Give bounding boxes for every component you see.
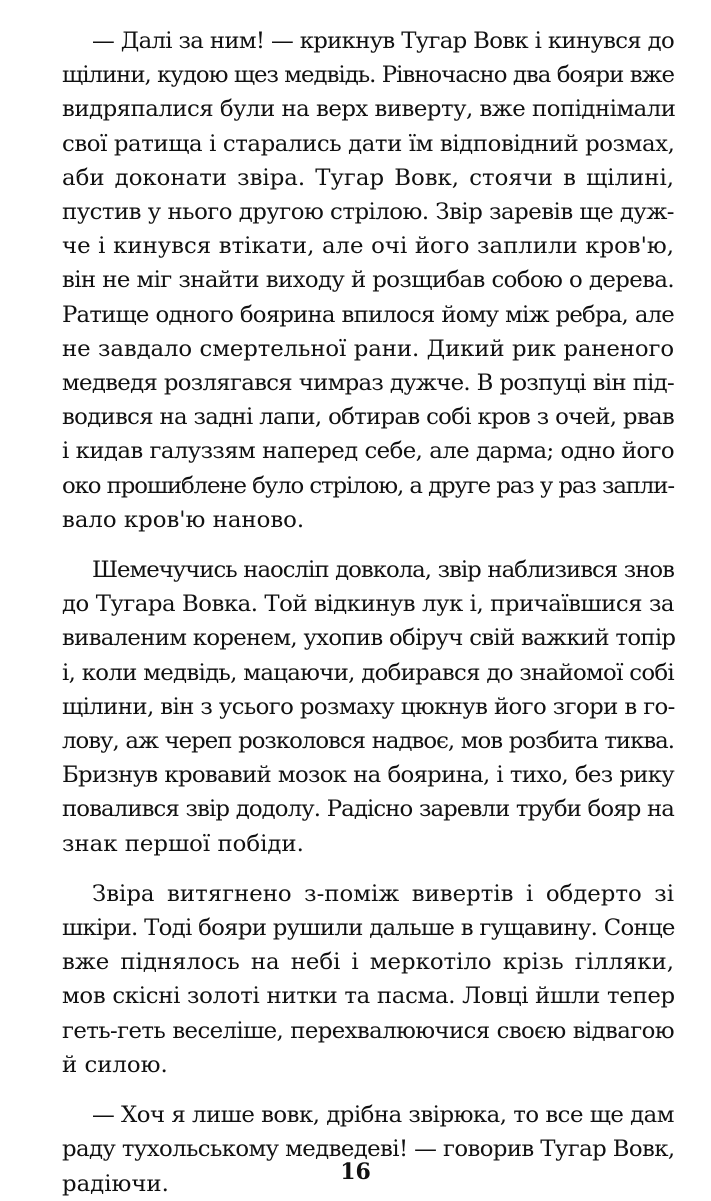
text-line: й силою. (62, 1051, 168, 1078)
text-line: Ратище одного боярина впилося йому між ребра, але (62, 301, 674, 328)
page-number: 16 (340, 1159, 371, 1185)
text-line: і кидав галуззям наперед себе, але дарма; одно його (62, 438, 674, 465)
text-line: — Далі за ним! — крикнув Тугар Вовк і кинувся до (92, 28, 674, 54)
text-line: щілини, кудою щез медвідь. Рівночасно два бояри вже (62, 62, 674, 89)
paragraph (62, 877, 674, 1082)
text-line: лову, аж череп розколовся надвоє, мов розбита тиква. (62, 728, 674, 755)
text-line: знак першої побіди. (62, 830, 304, 857)
text-line: і, коли медвідь, мацаючи, добирався до знайомої собі (62, 659, 674, 686)
text-line: вже піднялось на небі і меркотіло крізь гілляки, (62, 949, 674, 976)
text-line: до Тугара Вовка. Той відкинув лук і, причаївшися за (62, 591, 674, 618)
text-line: раду тухольському медведеві! — говорив Тугар Вовк, (62, 1136, 675, 1163)
text-line: він не міг знайти виходу й розщибав собою о дерева. (62, 267, 674, 294)
text-line: свої ратища і старались дати їм відповідний розмах, (62, 130, 675, 157)
text-line: геть-геть веселіше, перехвалюючися своєю відвагою (62, 1017, 674, 1044)
paragraph (62, 553, 674, 861)
body-text (62, 24, 674, 1201)
text-line: радіючи. (62, 1170, 169, 1197)
text-line: аби доконати звіра. Тугар Вовк, стоячи в щілині, (62, 164, 674, 191)
paragraph (62, 24, 674, 537)
text-line: Шемечучись наосліп довкола, звір наблизився знов (92, 557, 674, 584)
text-line: не завдало смертельної рани. Дикий рик раненого (62, 335, 674, 362)
text-line: пустив у нього другою стрілою. Звір заревів ще дуж- (62, 199, 674, 226)
text-line: водився на задні лапи, обтирав собі кров з очей, рвав (62, 404, 674, 431)
text-line: — Хоч я лише вовк, дрібна звірюка, то все ще дам (92, 1102, 674, 1129)
text-line: шкіри. Тоді бояри рушили дальше в гущавину. Сонце (62, 915, 675, 942)
text-line: щілини, він з усього розмаху цюкнув його згори в го- (62, 693, 675, 720)
text-line: виваленим коренем, ухопив обіруч свій важкий топір (62, 625, 676, 652)
text-line: медведя розлягався чимраз дужче. В розпуці він під- (62, 370, 674, 397)
text-line: мов скісні золоті нитки та пасма. Ловці йшли тепер (62, 983, 675, 1010)
text-line: повалився звір додолу. Радісно заревли труби бояр на (62, 796, 674, 823)
paragraph (62, 1098, 674, 1201)
text-line: Звіра витягнено з-поміж вивертів і обдерто зі (92, 880, 674, 907)
text-line: Бризнув кровавий мозок на боярина, і тихо, без рику (62, 762, 674, 789)
text-line: че і кинувся втікати, але очі його заплили кров'ю, (62, 233, 674, 260)
text-line: видряпалися були на верх виверту, вже попіднімали (62, 96, 676, 123)
text-line: вало кров'ю наново. (62, 506, 305, 533)
text-line: око прошиблене було стрілою, а друге раз у раз запли- (62, 472, 674, 499)
